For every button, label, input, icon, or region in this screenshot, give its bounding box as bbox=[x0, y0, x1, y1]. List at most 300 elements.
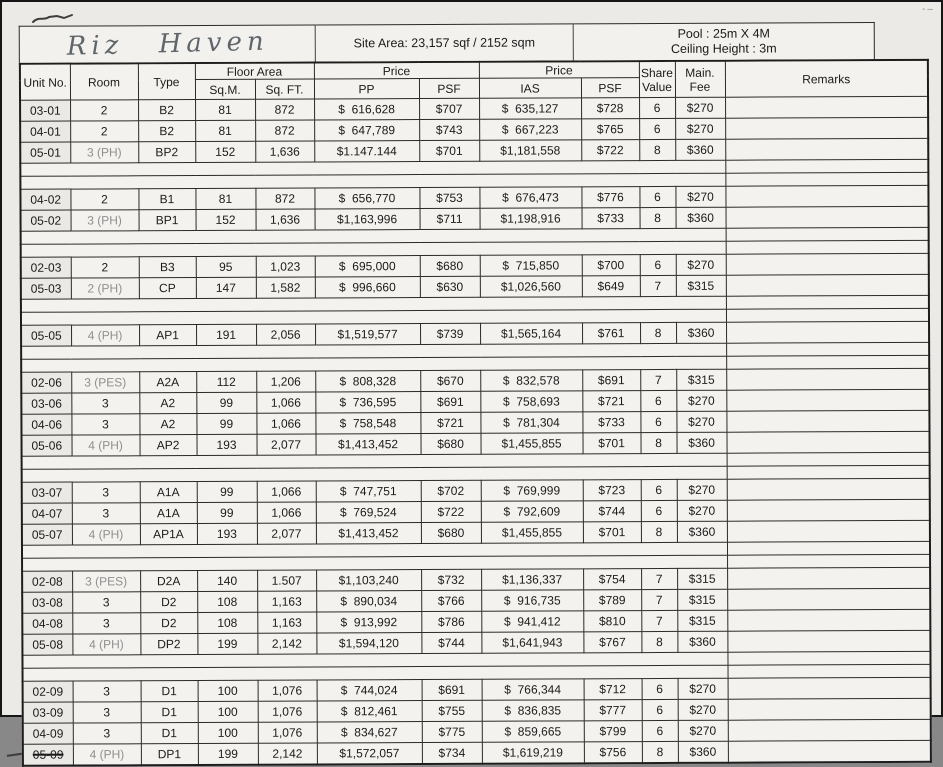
cell-text: 1,206 bbox=[270, 374, 301, 389]
cell-text: 81 bbox=[218, 102, 232, 117]
cell-room bbox=[72, 634, 140, 655]
cell-sqft bbox=[258, 722, 317, 743]
cell-unit bbox=[23, 723, 73, 744]
cell-unit bbox=[22, 571, 72, 592]
cell-sqft bbox=[258, 743, 317, 765]
cell-text: AP1A bbox=[153, 527, 184, 542]
cell-text: $ 916,735 bbox=[503, 593, 561, 608]
cell-fee bbox=[676, 390, 726, 411]
cell-text: $702 bbox=[437, 483, 465, 498]
header-floor-area: Floor Area bbox=[195, 63, 314, 80]
cell-text: $315 bbox=[687, 372, 715, 387]
cell-text: D2 bbox=[161, 616, 177, 631]
cell-share bbox=[641, 631, 677, 652]
cell-ias bbox=[480, 255, 582, 276]
cell-room bbox=[70, 189, 138, 210]
cell-text: 99 bbox=[219, 416, 234, 431]
cell-fee bbox=[676, 369, 726, 390]
header-share-value bbox=[639, 61, 675, 98]
cell-fee bbox=[678, 741, 728, 763]
cell-ias-psf bbox=[583, 522, 641, 543]
cell-share bbox=[640, 275, 676, 296]
cell-ias-psf bbox=[582, 276, 640, 297]
cell-text: $756 bbox=[599, 745, 627, 760]
cell-text: 3 bbox=[103, 705, 111, 720]
cell-room bbox=[70, 100, 138, 121]
cell-unit bbox=[21, 278, 71, 299]
cell-sqm bbox=[197, 633, 257, 654]
cell-sqft bbox=[258, 701, 317, 722]
cell-text: 03-06 bbox=[31, 396, 62, 411]
cell-text: $ 812,461 bbox=[340, 704, 398, 719]
cell-fee bbox=[677, 500, 727, 521]
cell-text: B2 bbox=[159, 103, 174, 118]
cell-text: $707 bbox=[435, 101, 463, 116]
cell-share bbox=[640, 207, 676, 228]
cell-text: $ 715,850 bbox=[502, 258, 560, 273]
header-share-line2: Value bbox=[642, 79, 672, 94]
cell-ias-psf bbox=[584, 700, 642, 721]
cell-text: 152 bbox=[215, 212, 236, 227]
cell-text: $721 bbox=[437, 415, 464, 430]
cell-text: 1,636 bbox=[269, 144, 300, 159]
cell-remarks bbox=[726, 253, 929, 275]
cell-text: B3 bbox=[159, 260, 175, 275]
cell-ias-psf bbox=[581, 140, 639, 161]
cell-text: 6 bbox=[656, 723, 664, 739]
cell-text: AP2 bbox=[156, 438, 180, 453]
cell-ias bbox=[482, 679, 584, 700]
cell-text: $270 bbox=[689, 681, 716, 696]
cell-text: 02-09 bbox=[32, 684, 64, 699]
cell-text: 7 bbox=[654, 278, 662, 294]
cell-text: $700 bbox=[597, 258, 625, 273]
cell-sqft bbox=[256, 434, 315, 455]
cell-sqft bbox=[256, 392, 315, 413]
cell-room bbox=[71, 435, 139, 456]
cell-share bbox=[639, 118, 675, 139]
cell-pp bbox=[315, 209, 420, 230]
cell-sqm bbox=[198, 680, 258, 701]
cell-pp bbox=[316, 633, 421, 654]
cell-fee bbox=[675, 186, 725, 207]
header-psf-2: PSF bbox=[581, 78, 639, 98]
cell-text: $ 832,578 bbox=[502, 373, 560, 388]
cell-pp-psf bbox=[422, 721, 482, 742]
cell-text: $315 bbox=[688, 571, 716, 586]
cell-text: 3 (PES) bbox=[85, 574, 128, 589]
cell-text: 872 bbox=[274, 191, 296, 206]
cell-text: 04-02 bbox=[30, 192, 62, 207]
cell-room bbox=[71, 414, 139, 435]
cell-remarks bbox=[728, 698, 931, 720]
cell-text: 6 bbox=[654, 257, 662, 273]
table-header bbox=[20, 60, 928, 100]
cell-text: $ 744,024 bbox=[340, 683, 398, 698]
cell-text: 02-06 bbox=[31, 375, 62, 390]
cell-text: D2 bbox=[161, 595, 177, 610]
cell-text: 872 bbox=[274, 123, 295, 138]
cell-ias bbox=[480, 208, 582, 229]
cell-text: A1A bbox=[156, 485, 180, 500]
cell-text: $789 bbox=[598, 593, 626, 608]
cell-text: $1.147.144 bbox=[336, 144, 397, 159]
cell-ias-psf bbox=[583, 433, 641, 454]
cell-pp bbox=[315, 277, 420, 298]
cell-ias bbox=[479, 140, 581, 161]
cell-type bbox=[140, 592, 197, 613]
cell-ias-psf bbox=[583, 569, 641, 590]
cell-text: 1,023 bbox=[270, 259, 301, 274]
cell-sqft bbox=[256, 371, 315, 392]
cell-sqm bbox=[197, 591, 257, 612]
cell-text: $1,413,452 bbox=[337, 437, 399, 452]
cell-pp-psf bbox=[422, 700, 482, 721]
cell-pp bbox=[314, 141, 419, 162]
cell-share bbox=[641, 432, 677, 453]
cell-text: 04-07 bbox=[31, 506, 63, 521]
header-sqm: Sq.M. bbox=[195, 79, 255, 99]
cell-fee bbox=[677, 568, 727, 589]
cell-type bbox=[139, 414, 196, 435]
cell-text: $670 bbox=[436, 373, 464, 388]
cell-sqm bbox=[198, 701, 258, 722]
cell-text: 95 bbox=[219, 259, 233, 274]
cell-pp-psf bbox=[421, 611, 481, 632]
cell-unit bbox=[22, 503, 72, 524]
cell-text: BP2 bbox=[155, 145, 179, 160]
cell-pp bbox=[315, 256, 420, 277]
cell-pp bbox=[315, 371, 420, 392]
cell-text: 7 bbox=[655, 571, 663, 587]
cell-share bbox=[642, 699, 678, 720]
cell-text: 05-06 bbox=[31, 438, 63, 453]
cell-text: $755 bbox=[438, 703, 466, 718]
cell-share bbox=[642, 741, 678, 763]
table-row bbox=[23, 740, 931, 765]
table-body bbox=[20, 96, 931, 765]
cell-text: 8 bbox=[655, 435, 662, 451]
cell-remarks bbox=[726, 410, 929, 432]
cell-pp bbox=[317, 743, 422, 765]
cell-text: 4 (PH) bbox=[87, 328, 123, 343]
cell-text: AP1 bbox=[156, 328, 179, 343]
cell-text: 04-08 bbox=[32, 616, 63, 631]
spacer-remarks-cell bbox=[727, 541, 930, 555]
cell-sqm bbox=[197, 612, 257, 633]
header-price-pp: Price bbox=[314, 62, 479, 79]
cell-unit bbox=[21, 257, 71, 278]
cell-type bbox=[140, 634, 197, 655]
header-ias: IAS bbox=[479, 78, 581, 98]
cell-type bbox=[140, 503, 197, 524]
cell-text: $649 bbox=[597, 279, 625, 294]
cell-text: 81 bbox=[218, 123, 232, 138]
cell-remarks bbox=[727, 478, 930, 500]
cell-type bbox=[139, 372, 196, 393]
cell-fee bbox=[675, 118, 725, 139]
spacer-remarks-cell bbox=[727, 651, 930, 665]
ceiling-height-text: Ceiling Height : 3m bbox=[670, 41, 777, 56]
cell-text: $ 758,548 bbox=[339, 416, 397, 431]
cell-type bbox=[140, 571, 197, 592]
cell-text: 3 bbox=[102, 417, 109, 432]
cell-sqm bbox=[198, 743, 258, 765]
cell-ias-psf bbox=[581, 119, 639, 140]
cell-fee bbox=[677, 521, 727, 542]
cell-text: $691 bbox=[597, 373, 625, 388]
cell-text: $ 996,660 bbox=[338, 280, 396, 295]
cell-sqft bbox=[256, 277, 315, 298]
cell-pp bbox=[315, 413, 420, 434]
cell-room bbox=[70, 121, 138, 142]
cell-remarks bbox=[726, 206, 929, 228]
cell-text: $ 656,770 bbox=[338, 191, 396, 206]
cell-text: $1,565,164 bbox=[501, 326, 562, 341]
cell-text: $360 bbox=[688, 524, 716, 539]
cell-text: 3 (PH) bbox=[87, 213, 122, 228]
cell-text: 1,066 bbox=[270, 416, 301, 431]
cell-text: 1,076 bbox=[272, 725, 303, 740]
cell-text: $270 bbox=[687, 393, 715, 408]
cell-remarks bbox=[726, 389, 929, 411]
cell-text: 05-01 bbox=[30, 145, 61, 160]
cell-pp-psf bbox=[420, 391, 480, 412]
cell-ias bbox=[480, 370, 582, 391]
cell-ias bbox=[481, 632, 583, 653]
cell-text: $ 635,127 bbox=[501, 101, 559, 116]
cell-text: 3 bbox=[103, 684, 110, 699]
site-area-box bbox=[316, 23, 574, 61]
cell-unit bbox=[22, 482, 72, 503]
cell-text: $270 bbox=[686, 100, 714, 115]
cell-pp bbox=[316, 523, 421, 544]
cell-text: 1,076 bbox=[272, 683, 303, 698]
cell-share bbox=[640, 322, 676, 343]
cell-sqm bbox=[198, 722, 258, 743]
cell-ias bbox=[480, 391, 582, 412]
cell-pp bbox=[316, 570, 421, 591]
cell-sqft bbox=[255, 188, 314, 209]
cell-text: 81 bbox=[218, 191, 233, 206]
cell-text: $754 bbox=[598, 572, 626, 587]
cell-pp-psf bbox=[420, 412, 480, 433]
cell-text: 2,056 bbox=[270, 327, 301, 342]
cell-sqm bbox=[196, 413, 256, 434]
cell-room bbox=[71, 210, 139, 231]
cell-sqft bbox=[256, 324, 315, 345]
cell-pp-psf bbox=[422, 742, 482, 764]
cell-text: $270 bbox=[688, 503, 716, 518]
cell-share bbox=[640, 390, 676, 411]
cell-text: DP2 bbox=[157, 637, 181, 652]
spacer-remarks-cell bbox=[725, 159, 928, 173]
cell-type bbox=[141, 702, 198, 723]
cell-text: 100 bbox=[217, 683, 238, 698]
cell-text: 05-03 bbox=[30, 281, 62, 296]
cell-fee bbox=[678, 678, 728, 699]
cell-ias-psf bbox=[583, 480, 641, 501]
cell-share bbox=[641, 589, 677, 610]
cell-text: 99 bbox=[220, 505, 234, 520]
cell-text: 2,077 bbox=[271, 526, 302, 541]
cell-text: $776 bbox=[597, 190, 624, 205]
cell-text: 05-02 bbox=[30, 213, 62, 228]
cell-text: $270 bbox=[686, 121, 714, 136]
corner-smudge-mark: -– bbox=[922, 4, 935, 15]
cell-text: $691 bbox=[436, 394, 464, 409]
cell-text: $ 695,000 bbox=[338, 259, 396, 274]
cell-text: $ 792,609 bbox=[503, 504, 561, 519]
cell-text: 2 (PH) bbox=[87, 281, 123, 296]
cell-sqm bbox=[197, 502, 257, 523]
cell-ias-psf bbox=[583, 611, 641, 632]
cell-text: 4 (PH) bbox=[89, 637, 124, 652]
cell-room bbox=[73, 702, 141, 723]
cell-text: $701 bbox=[435, 143, 463, 158]
cell-text: $1,103,240 bbox=[338, 573, 399, 588]
cell-text: 2,142 bbox=[271, 636, 302, 651]
cell-text: 3 bbox=[103, 726, 111, 741]
cell-unit bbox=[21, 325, 71, 346]
cell-pp bbox=[317, 701, 422, 722]
cell-text: $1,136,337 bbox=[502, 572, 563, 587]
cell-ias bbox=[480, 323, 582, 344]
cell-text: 6 bbox=[656, 702, 664, 718]
cell-text: $1,519,577 bbox=[337, 327, 398, 342]
cell-text: $315 bbox=[687, 278, 715, 293]
cell-pp bbox=[316, 502, 421, 523]
header-fee-line2: Fee bbox=[689, 79, 711, 94]
cell-text: $360 bbox=[687, 210, 714, 225]
cell-text: $810 bbox=[598, 614, 626, 629]
cell-text: 03-01 bbox=[29, 103, 61, 118]
cell-fee bbox=[676, 411, 726, 432]
cell-room bbox=[72, 592, 140, 613]
cell-text: 02-08 bbox=[31, 574, 63, 589]
cell-text: 8 bbox=[654, 325, 662, 341]
cell-remarks bbox=[727, 630, 930, 652]
cell-text: 8 bbox=[656, 744, 664, 760]
cell-text: $1,198,916 bbox=[500, 211, 561, 226]
header-pp: PP bbox=[314, 79, 419, 99]
cell-text: 99 bbox=[220, 484, 234, 499]
cell-text: $ 736,595 bbox=[339, 395, 397, 410]
cell-text: 3 bbox=[101, 396, 109, 411]
cell-text: $723 bbox=[598, 483, 626, 498]
cell-unit bbox=[21, 435, 71, 456]
cell-unit bbox=[21, 393, 71, 414]
cell-ias-psf bbox=[583, 590, 641, 611]
cell-pp bbox=[316, 591, 421, 612]
cell-text: $ 781,304 bbox=[503, 415, 560, 430]
cell-text: 1,163 bbox=[271, 615, 302, 630]
cell-type bbox=[138, 121, 195, 142]
cell-sqft bbox=[257, 570, 316, 591]
cell-text: 2,142 bbox=[272, 746, 303, 761]
cell-text: 872 bbox=[274, 102, 295, 117]
cell-remarks bbox=[725, 96, 928, 118]
cell-text: $701 bbox=[598, 436, 625, 451]
cell-remarks bbox=[727, 431, 930, 453]
cell-text: $360 bbox=[687, 325, 715, 340]
header-sqft: Sq. FT. bbox=[255, 79, 314, 99]
cell-sqft bbox=[255, 120, 314, 141]
cell-pp-psf bbox=[419, 187, 479, 208]
cell-sqm bbox=[195, 99, 255, 120]
cell-text: 193 bbox=[216, 526, 237, 541]
cell-fee bbox=[678, 699, 728, 720]
cell-sqm bbox=[195, 188, 255, 209]
cell-ias bbox=[481, 433, 583, 454]
cell-ias bbox=[482, 742, 584, 764]
cell-ias-psf bbox=[581, 187, 639, 208]
cell-remarks bbox=[728, 719, 931, 741]
cell-text: $1,455,855 bbox=[501, 436, 562, 451]
cell-pp-psf bbox=[421, 590, 481, 611]
cell-text: 05-07 bbox=[31, 527, 63, 542]
cell-fee bbox=[676, 254, 726, 275]
cell-text: $ 769,999 bbox=[503, 483, 561, 498]
cell-remarks bbox=[726, 368, 929, 390]
cell-type bbox=[138, 189, 195, 210]
cell-pp-psf bbox=[421, 433, 481, 454]
cell-text: $733 bbox=[598, 415, 625, 430]
cell-text: $360 bbox=[689, 744, 717, 759]
cell-fee bbox=[675, 139, 725, 160]
cell-room bbox=[72, 571, 140, 592]
cell-unit bbox=[22, 634, 72, 655]
cell-fee bbox=[677, 631, 727, 652]
cell-pp bbox=[315, 324, 420, 345]
cell-text: $711 bbox=[436, 211, 463, 226]
cell-text: CP bbox=[158, 281, 176, 296]
cell-pp bbox=[314, 120, 419, 141]
cell-text: $ 834,627 bbox=[340, 725, 398, 740]
cell-text: $270 bbox=[689, 702, 717, 717]
cell-pp-psf bbox=[422, 679, 482, 700]
cell-pp-psf bbox=[421, 501, 481, 522]
cell-text: BP1 bbox=[155, 213, 179, 228]
cell-text: $680 bbox=[437, 525, 465, 540]
cell-text: 108 bbox=[217, 594, 238, 609]
cell-share bbox=[642, 678, 678, 699]
cell-sqm bbox=[196, 392, 256, 413]
cell-unit bbox=[23, 744, 73, 766]
cell-text: 1,163 bbox=[271, 594, 302, 609]
cell-type bbox=[139, 435, 196, 456]
cell-pp bbox=[314, 188, 419, 209]
cell-text: $315 bbox=[688, 613, 716, 628]
cell-pp-psf bbox=[419, 98, 479, 119]
cell-text: $315 bbox=[688, 592, 716, 607]
cell-sqft bbox=[258, 680, 317, 701]
cell-text: $1,181,558 bbox=[500, 143, 561, 158]
cell-sqm bbox=[197, 481, 257, 502]
cell-text: $360 bbox=[689, 634, 716, 649]
cell-sqm bbox=[196, 277, 256, 298]
cell-sqft bbox=[255, 99, 314, 120]
cell-sqft bbox=[257, 591, 316, 612]
cell-ias bbox=[481, 590, 583, 611]
cell-text: $270 bbox=[687, 189, 714, 204]
cell-type bbox=[141, 744, 198, 766]
cell-text: $691 bbox=[438, 682, 466, 697]
cell-type bbox=[139, 325, 196, 346]
cell-share bbox=[639, 139, 675, 160]
header-type: Type bbox=[138, 63, 195, 100]
cell-type bbox=[139, 257, 196, 278]
